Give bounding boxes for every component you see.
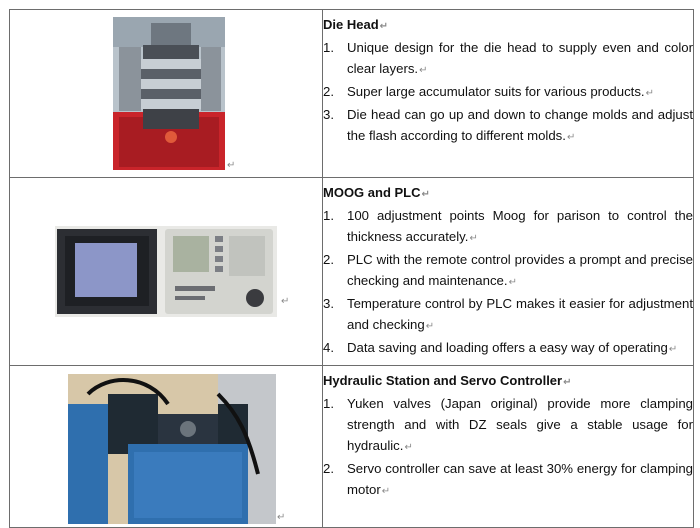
paragraph-mark: ↵	[281, 296, 290, 307]
list-item: 2. Servo controller can save at least 30% energy for clamping motor↵	[323, 461, 693, 497]
section-title: Hydraulic Station and Servo Controller↵	[323, 373, 572, 388]
table-row	[10, 178, 694, 366]
section-title: Die Head↵	[323, 17, 389, 32]
point-list	[323, 37, 693, 148]
list-item: 4. Data saving and loading offers a easy way of operating↵	[323, 340, 678, 355]
die-head-photo	[113, 17, 225, 170]
image-cell	[10, 10, 323, 178]
point-list	[323, 393, 693, 502]
list-item: 1. 100 adjustment points Moog for parison to control the thickness accurately.↵	[323, 208, 693, 244]
list-item: 1. Unique design for the die head to supply even and color clear layers.↵	[323, 40, 693, 76]
image-cell	[10, 366, 323, 528]
image-cell	[10, 178, 323, 366]
section-title: MOOG and PLC↵	[323, 185, 430, 200]
paragraph-mark: ↵	[227, 160, 236, 171]
table-row	[10, 366, 694, 528]
list-item: 2. PLC with the remote control provides a prompt and precise checking and maintenance.↵	[323, 252, 693, 288]
list-item: 3. Temperature control by PLC makes it easier for adjustment and checking↵	[323, 296, 693, 332]
text-cell	[323, 366, 694, 528]
text-cell	[323, 178, 694, 366]
list-item: 1. Yuken valves (Japan original) provide more clamping strength and with DZ seals give a stable usage for hydraulic.↵	[323, 396, 693, 453]
list-item: 2. Super large accumulator suits for various products.↵	[323, 84, 654, 99]
spec-table	[9, 9, 694, 528]
hydraulic-station-photo	[68, 374, 276, 524]
point-list	[323, 205, 693, 360]
table-row	[10, 10, 694, 178]
paragraph-mark: ↵	[277, 512, 286, 523]
plc-panel-photo	[55, 226, 277, 317]
text-cell	[323, 10, 694, 178]
list-item: 3. Die head can go up and down to change molds and adjust the flash according to different molds.↵	[323, 107, 693, 143]
